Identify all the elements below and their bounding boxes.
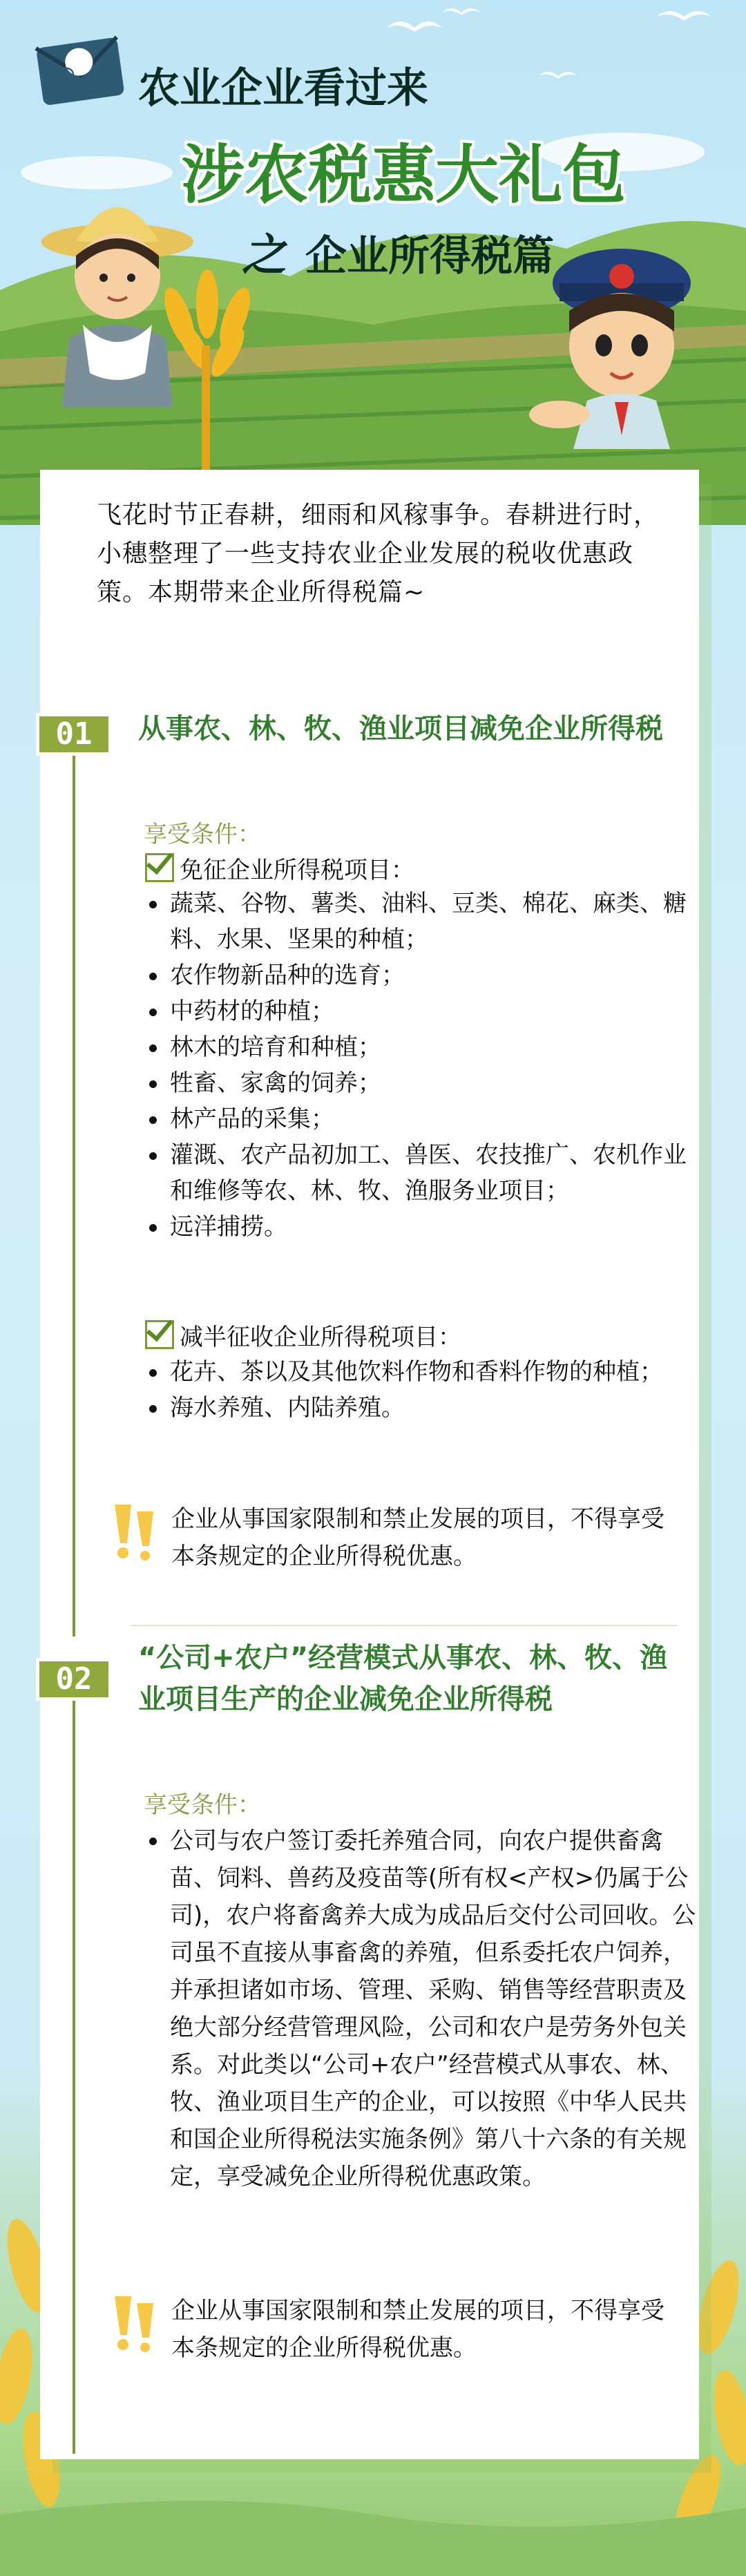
list-item: 中药材的种植；: [170, 993, 702, 1029]
list-item: 林木的培育和种植；: [170, 1029, 702, 1065]
warning-note: [111, 1500, 663, 1575]
main-title: 涉农税惠大礼包: [181, 138, 627, 212]
exempt-heading: [145, 851, 414, 885]
title-subtitle: 企业所得税篇: [305, 232, 554, 280]
section-timeline-line: [73, 1701, 75, 2454]
section-title: “公司+农户”经营模式从事农、林、牧、渔业项目生产的企业减免企业所得税: [138, 1642, 668, 1715]
exclamation-icon: [111, 2292, 159, 2354]
section-timeline-line: [73, 756, 75, 1637]
list-item: 牲畜、家禽的饲养；: [170, 1065, 702, 1101]
list-item: 农作物新品种的选育；: [170, 957, 702, 993]
conditions-label: 享受条件：: [144, 821, 261, 848]
list-item: 花卉、茶以及其他饮料作物和香料作物的种植；: [170, 1354, 702, 1390]
warning-text: 企业从事国家限制和禁止发展的项目，不得享受本条规定的企业所得税优惠。: [171, 2297, 664, 2362]
exclamation-icon: [111, 1500, 159, 1563]
section-divider: [131, 1625, 677, 1626]
half-tax-item-list: [145, 1354, 702, 1426]
condition-item-list: [145, 1822, 702, 2195]
list-item: 灌溉、农产品初加工、兽医、农技推广、农机作业和维修等农、林、牧、渔服务业项目；: [170, 1137, 702, 1209]
half-tax-heading: [145, 1318, 461, 1352]
title-prefix: 之: [242, 230, 286, 281]
conditions-label: 享受条件：: [144, 1791, 261, 1819]
checkbox-icon: [145, 1320, 174, 1349]
section-title: 从事农、林、牧、渔业项目减免企业所得税: [138, 713, 663, 745]
section-number-badge: 02: [36, 1658, 112, 1701]
intro-paragraph: 飞花时节正春耕，细雨和风稼事争。春耕进行时，小穗整理了一些支持农业企业发展的税收优惠政策。本期带来企业所得税篇~: [97, 501, 660, 607]
warning-text: 企业从事国家限制和禁止发展的项目，不得享受本条规定的企业所得税优惠。: [171, 1505, 664, 1570]
list-item: 公司与农户签订委托养殖合同，向农户提供畜禽苗、饲料、兽药及疫苗等(所有权<产权>仍属于公司)，农户将畜禽养大成为成品后交付公司回收。公司虽不直接从事畜禽的养殖，但系委托农户饲养，并承担诸如市场、管理、采购、销售等经营职责及绝大部分经营管理风险，公司和农户是劳务外包关系。对此类以“公司+农户”经营模式从事农、林、牧、渔业项目生产的企业，可以按照《中华人民共和国企业所得税法实施条例》第八十六条的有关规定，享受减免企业所得税优惠政策。: [170, 1822, 702, 2195]
section-number-badge: 01: [36, 713, 112, 756]
checkbox-icon: [145, 853, 174, 882]
list-item: 林产品的采集；: [170, 1101, 702, 1137]
half-tax-label: 减半征收企业所得税项目：: [180, 1324, 461, 1351]
warning-note: [111, 2292, 663, 2367]
title-line-1: 农业企业看过来: [138, 64, 428, 113]
list-item: 蔬菜、谷物、薯类、油料、豆类、棉花、麻类、糖料、水果、坚果的种植；: [170, 886, 702, 957]
list-item: 远洋捕捞。: [170, 1209, 702, 1245]
exempt-label: 免征企业所得税项目：: [180, 857, 414, 884]
title-line-3: [242, 220, 554, 283]
at-icon: @: [57, 64, 75, 85]
list-item: 海水养殖、内陆养殖。: [170, 1390, 702, 1426]
exempt-item-list: [145, 886, 702, 1245]
